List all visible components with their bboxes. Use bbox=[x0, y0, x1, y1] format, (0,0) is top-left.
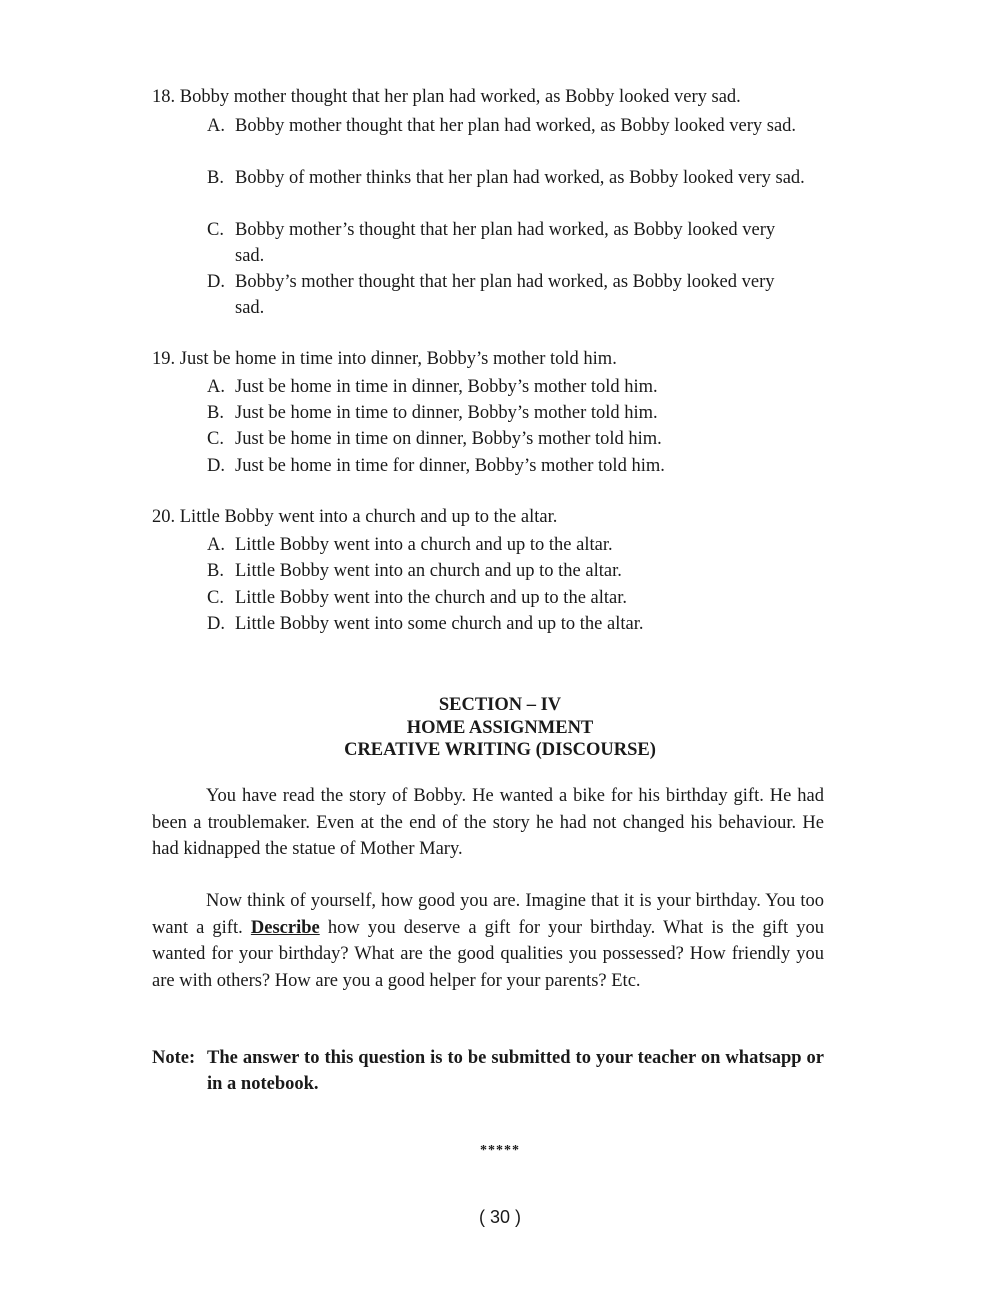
option-d bbox=[207, 269, 847, 321]
option-letter: A. bbox=[207, 535, 225, 555]
creative-writing-heading: CREATIVE WRITING (DISCOURSE) bbox=[344, 740, 656, 760]
paragraph-text: You have read the story of Bobby. He wanted a bike for his birthday gift. He had been a troublemaker. Even at the end of the story he had not changed his behaviour. He had kidnapped the statue of Mother Mary. bbox=[152, 786, 824, 859]
option-c bbox=[207, 217, 847, 269]
option-letter: D. bbox=[207, 614, 225, 634]
option-letter: D. bbox=[207, 272, 225, 292]
option-letter: A. bbox=[207, 377, 225, 397]
option-letter: B. bbox=[207, 403, 224, 423]
paragraph-text-before: Now think of yourself, how good you are. Imagine that it is your birthday. You too want a gift. bbox=[152, 891, 824, 938]
option-text: Bobby mother’s thought that her plan had worked, as Bobby looked very sad. bbox=[235, 220, 776, 266]
option-letter: A. bbox=[207, 116, 225, 136]
option-text: Just be home in time on dinner, Bobby’s mother told him. bbox=[235, 429, 662, 449]
option-letter: D. bbox=[207, 456, 225, 476]
option-c bbox=[207, 426, 847, 452]
option-letter: B. bbox=[207, 168, 224, 188]
question-stem: 18. Bobby mother thought that her plan had worked, as Bobby looked very sad. bbox=[152, 87, 741, 107]
option-a bbox=[207, 374, 847, 400]
home-assignment-heading: HOME ASSIGNMENT bbox=[406, 718, 594, 738]
note-text: The answer to this question is to be submitted to your teacher on whatsapp or in a notebook. bbox=[207, 1048, 824, 1094]
describe-keyword: Describe bbox=[250, 917, 320, 938]
option-text: Bobby’s mother thought that her plan had worked, as Bobby looked very sad. bbox=[235, 272, 775, 318]
option-letter: B. bbox=[207, 561, 224, 581]
option-a bbox=[207, 113, 847, 139]
option-letter: C. bbox=[207, 588, 224, 608]
option-text: Little Bobby went into some church and up to the altar. bbox=[235, 614, 644, 634]
option-d bbox=[207, 611, 847, 637]
option-b bbox=[207, 558, 847, 584]
option-text: Just be home in time to dinner, Bobby’s mother told him. bbox=[235, 403, 658, 423]
submission-note bbox=[152, 1045, 824, 1097]
option-text: Bobby mother thought that her plan had worked, as Bobby looked very sad. bbox=[235, 116, 797, 136]
section-number-heading: SECTION – IV bbox=[438, 695, 562, 715]
option-text: Just be home in time for dinner, Bobby’s mother told him. bbox=[235, 456, 665, 476]
question-stem: 19. Just be home in time into dinner, Bobby’s mother told him. bbox=[152, 349, 617, 369]
option-b bbox=[207, 165, 847, 191]
option-text: Little Bobby went into the church and up to the altar. bbox=[235, 588, 628, 608]
option-b bbox=[207, 400, 847, 426]
option-text: Just be home in time in dinner, Bobby’s mother told him. bbox=[235, 377, 658, 397]
note-label: Note: bbox=[152, 1048, 196, 1068]
option-c bbox=[207, 585, 847, 611]
option-text: Little Bobby went into a church and up to the altar. bbox=[235, 535, 613, 555]
story-summary-paragraph bbox=[152, 783, 824, 863]
question-stem: 20. Little Bobby went into a church and up to the altar. bbox=[152, 507, 558, 527]
end-marker: ***** bbox=[480, 1143, 520, 1158]
option-text: Little Bobby went into an church and up to the altar. bbox=[235, 561, 622, 581]
paragraph-text-after: how you deserve a gift for your birthday. What is the gift you wanted for your birthday? What are the good qualities you possessed? How friendly you are with others? How are you a good helper for your parents? Etc. bbox=[152, 917, 825, 991]
instructions-paragraph bbox=[152, 888, 824, 994]
page-number: ( 30 ) bbox=[478, 1207, 521, 1227]
option-letter: C. bbox=[207, 220, 224, 240]
option-a bbox=[207, 532, 847, 558]
option-text: Bobby of mother thinks that her plan had worked, as Bobby looked very sad. bbox=[235, 168, 805, 188]
option-d bbox=[207, 453, 847, 479]
option-letter: C. bbox=[207, 429, 224, 449]
